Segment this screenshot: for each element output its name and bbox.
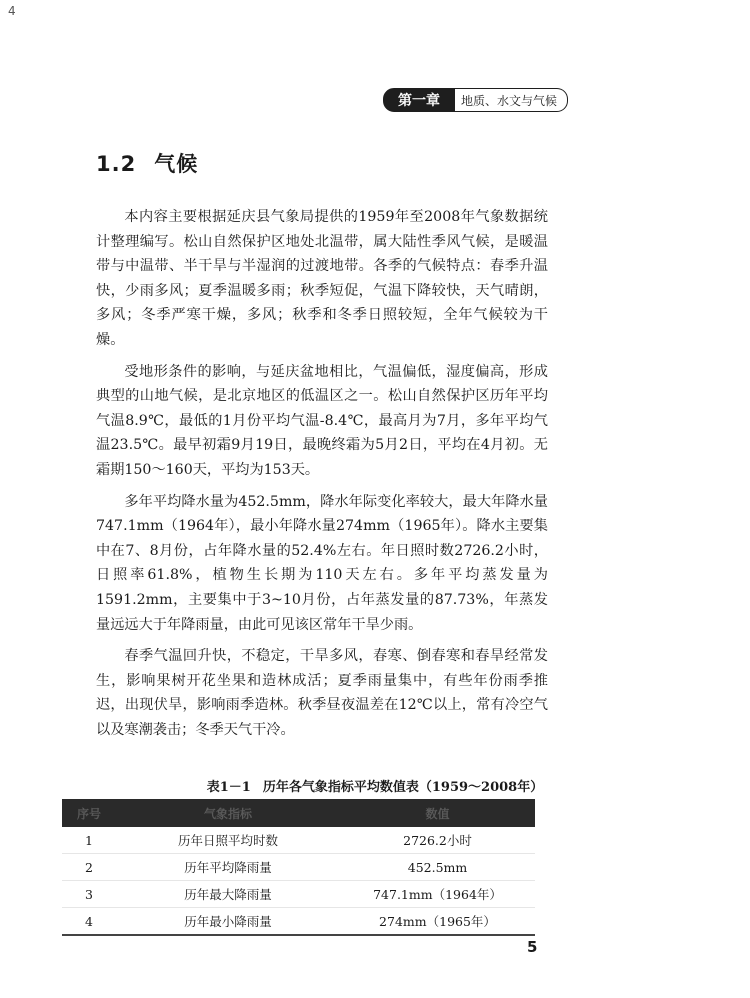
cell-item: 历年最小降雨量	[184, 914, 272, 929]
section-title: 气候	[154, 152, 199, 176]
chapter-tag: 第一章	[383, 88, 455, 112]
section-number: 1.2	[96, 152, 137, 176]
page-number: 5	[527, 938, 538, 956]
cell-item: 历年日照平均时数	[177, 833, 278, 848]
table-row	[62, 827, 535, 854]
table-caption-number: 表1－1	[206, 780, 251, 795]
cell-value: 747.1mm（1964年）	[373, 887, 502, 902]
paragraph: 本内容主要根据延庆县气象局提供的1959年至2008年气象数据统计整理编写。松山自然保护区地处北温带，属大陆性季风气候，是暖温带与中温带、半干旱与半湿润的过渡地带。各季的气候特点：春季升温快，少雨多风；夏季温暖多雨；秋季短促，气温下降较快，天气晴朗，多风；冬季严寒干燥，多风；秋季和冬季日照较短，全年气候较为干燥。	[96, 209, 548, 348]
chapter-title: 地质、水文与气候	[455, 88, 568, 112]
table-row	[62, 854, 535, 881]
corner-page-number: 4	[8, 4, 16, 18]
table-row	[62, 908, 535, 936]
header-value: 数值	[340, 799, 535, 827]
cell-value: 452.5mm	[407, 859, 468, 875]
paragraph: 春季气温回升快，不稳定，干旱多风，春寒、倒春寒和春旱经常发生，影响果树开花坐果和造林成活；夏季雨量集中，有些年份雨季推迟，出现伏旱，影响雨季造林。秋季昼夜温差在12℃以上，常有冷空气以及寒潮袭击；冬季天气干冷。	[96, 648, 548, 738]
cell-no: 4	[85, 913, 93, 929]
cell-value: 2726.2小时	[403, 833, 472, 848]
section-heading	[96, 148, 198, 178]
climate-table	[62, 799, 535, 936]
body-text	[96, 205, 548, 742]
paragraph: 多年平均降水量为452.5mm，降水年际变化率较大，最大年降水量747.1mm（1964年），最小年降水量274mm（1965年）。降水主要集中在7、8月份，占年降水量的52.4%左右。年日照时数2726.2小时，日照率61.8%，植物生长期为110天左右。多年平均蒸发量为1591.2mm，主要集中于3~10月份，占年蒸发量的87.73%，年蒸发量远远大于年降雨量，由此可见该区常年干旱少雨。	[96, 493, 548, 633]
cell-no: 1	[85, 832, 93, 848]
cell-item: 历年最大降雨量	[184, 887, 272, 902]
cell-no: 2	[85, 859, 93, 875]
cell-no: 3	[85, 886, 93, 902]
table-row	[62, 881, 535, 908]
header-item: 气象指标	[116, 799, 340, 827]
paragraph: 受地形条件的影响，与延庆盆地相比，气温偏低，湿度偏高，形成典型的山地气候，是北京地区的低温区之一。松山自然保护区历年平均气温8.9℃，最低的1月份平均气温-8.4℃，最高月为7月，多年平均气温23.5℃。最早初霜9月19日，最晚终霜为5月2日，平均在4月初。无霜期150～160天，平均为153天。	[96, 363, 548, 478]
chapter-header	[383, 88, 568, 112]
table-caption	[0, 776, 750, 795]
header-no: 序号	[62, 799, 116, 827]
cell-item: 历年平均降雨量	[184, 860, 272, 875]
table-caption-text: 历年各气象指标平均数值表（1959～2008年）	[262, 780, 544, 795]
cell-value: 274mm（1965年）	[379, 914, 496, 929]
table-header-row	[62, 799, 535, 827]
